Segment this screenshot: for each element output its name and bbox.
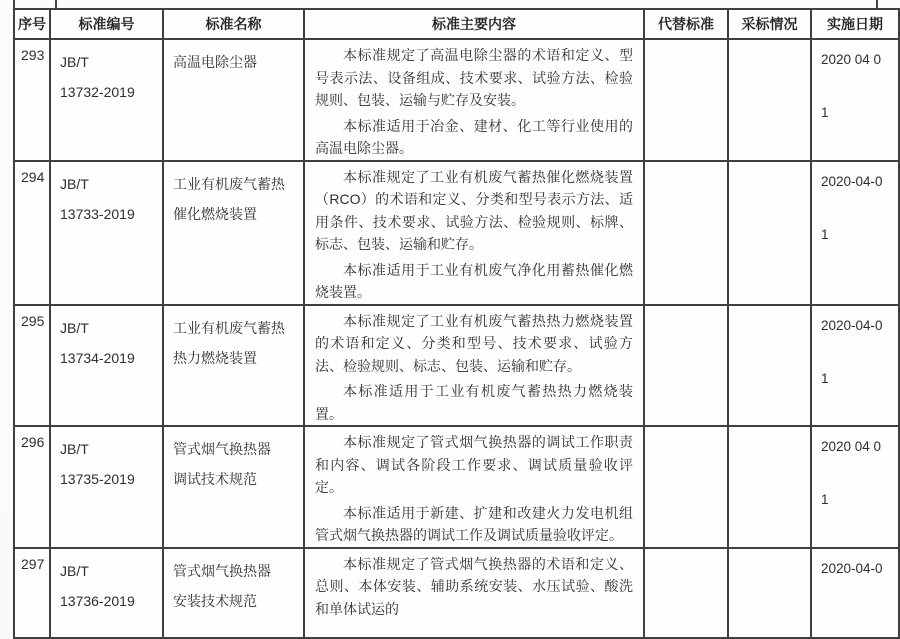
- content-paragraph-scope: 本标准规定了管式烟气换热器的调试工作职责和内容、调试各阶段工作要求、调试质量验收评定。: [315, 434, 633, 495]
- cropped-cell-fragment: [13, 0, 15, 8]
- header-replaced-standard: 代替标准: [644, 9, 728, 39]
- date-line-2: 1: [821, 492, 829, 507]
- cell-standard-name: 管式烟气换热器 安装技术规范: [163, 548, 304, 638]
- cell-replaced-standard: [644, 305, 728, 427]
- standards-table: [13, 8, 900, 639]
- standard-code-number: 13733-2019: [60, 205, 135, 222]
- table-row: [14, 305, 899, 427]
- cropped-cell-fragment: [876, 0, 878, 8]
- cell-adoption-status: [728, 39, 811, 161]
- cell-adoption-status: [728, 548, 811, 638]
- table-row: [14, 548, 899, 638]
- header-implementation-date: 实施日期: [811, 9, 899, 39]
- cell-implementation-date: [811, 39, 899, 161]
- content-paragraph-applicability: 本标准适用于冶金、建材、化工等行业使用的高温电除尘器。: [315, 117, 633, 156]
- date-line-2: 1: [821, 370, 829, 386]
- cell-standard-code: [50, 548, 163, 638]
- cell-seq: 297: [14, 548, 50, 638]
- standard-code-prefix: JB/T: [60, 319, 89, 336]
- content-paragraph-applicability: 本标准适用于工业有机废气蓄热热力燃烧装置。: [315, 383, 633, 422]
- standard-code-prefix: JB/T: [60, 562, 89, 579]
- date-line-1: 2020-04-0: [821, 560, 883, 576]
- cell-adoption-status: [728, 161, 811, 305]
- cell-main-content: [304, 426, 644, 548]
- cell-standard-code: [50, 39, 163, 161]
- cell-seq: 295: [14, 305, 50, 427]
- content-paragraph-scope: 本标准规定了高温电除尘器的术语和定义、型号表示法、设备组成、技术要求、试验方法、检验规则、包装、运输与贮存及安装。: [315, 47, 633, 108]
- cell-standard-name: 高温电除尘器: [163, 39, 304, 161]
- cell-seq: 293: [14, 39, 50, 161]
- cell-replaced-standard: [644, 426, 728, 548]
- cell-main-content: [304, 39, 644, 161]
- cell-adoption-status: [728, 305, 811, 427]
- standard-code-number: 13732-2019: [60, 84, 135, 100]
- cell-seq: 296: [14, 426, 50, 548]
- standard-code-number: 13736-2019: [60, 592, 135, 609]
- content-paragraph-applicability: 本标准适用于工业有机废气净化用蓄热催化燃烧装置。: [315, 261, 633, 300]
- cell-main-content: [304, 548, 644, 638]
- standard-code-prefix: JB/T: [60, 175, 89, 192]
- cell-implementation-date: [811, 305, 899, 427]
- date-line-2: [821, 612, 896, 632]
- cropped-cell-fragment: [55, 0, 57, 8]
- standard-code-number: 13735-2019: [60, 471, 135, 487]
- table-header-row: [14, 9, 899, 39]
- standard-code-prefix: JB/T: [60, 441, 89, 457]
- content-paragraph-scope: 本标准规定了工业有机废气蓄热催化燃烧装置（RCO）的术语和定义、分类和型号表示方法、适用条件、技术要求、试验方法、检验规则、标牌、标志、包装、运输和贮存。: [315, 168, 633, 252]
- header-seq: 序号: [14, 9, 50, 39]
- cell-replaced-standard: [644, 39, 728, 161]
- table-row: [14, 161, 899, 305]
- date-line-2: 1: [821, 226, 829, 242]
- cell-main-content: [304, 161, 644, 305]
- table-row: [14, 39, 899, 161]
- header-standard-name: 标准名称: [163, 9, 304, 39]
- date-line-1: 2020 04 0: [821, 439, 882, 454]
- table-row: [14, 426, 899, 548]
- header-standard-code: 标准编号: [50, 9, 163, 39]
- content-paragraph-applicability: 本标准适用于新建、扩建和改建火力发电机组管式烟气换热器的调试工作及调试质量验收评定。: [315, 504, 633, 543]
- date-line-2: 1: [821, 105, 829, 120]
- cell-seq: 294: [14, 161, 50, 305]
- standard-code-number: 13734-2019: [60, 349, 135, 366]
- cell-main-content: [304, 305, 644, 427]
- cell-implementation-date: [811, 548, 899, 638]
- cell-standard-code: [50, 305, 163, 427]
- cell-implementation-date: [811, 161, 899, 305]
- cell-standard-name: 管式烟气换热器 调试技术规范: [163, 426, 304, 548]
- content-paragraph-scope: 本标准规定了工业有机废气蓄热热力燃烧装置的术语和定义、分类和型号、技术要求、试验方法、检验规则、标志、包装、运输和贮存。: [315, 312, 633, 374]
- cell-standard-name: 工业有机废气蓄热热力燃烧装置: [163, 305, 304, 427]
- date-line-1: 2020-04-0: [821, 317, 883, 333]
- cell-standard-name: 工业有机废气蓄热催化燃烧装置: [163, 161, 304, 305]
- standard-code-prefix: JB/T: [60, 54, 89, 70]
- table-body: [14, 39, 899, 638]
- cell-standard-code: [50, 426, 163, 548]
- cell-replaced-standard: [644, 161, 728, 305]
- cell-standard-code: [50, 161, 163, 305]
- header-adoption-status: 采标情况: [728, 9, 811, 39]
- date-line-1: 2020 04 0: [821, 52, 882, 67]
- content-paragraph-scope: 本标准规定了管式烟气换热器的术语和定义、总则、本体安装、辅助系统安装、水压试验、酸洗和单体试运的: [315, 555, 633, 617]
- cell-implementation-date: [811, 426, 899, 548]
- cell-replaced-standard: [644, 548, 728, 638]
- header-main-content: 标准主要内容: [304, 9, 644, 39]
- cell-adoption-status: [728, 426, 811, 548]
- date-line-1: 2020-04-0: [821, 173, 883, 189]
